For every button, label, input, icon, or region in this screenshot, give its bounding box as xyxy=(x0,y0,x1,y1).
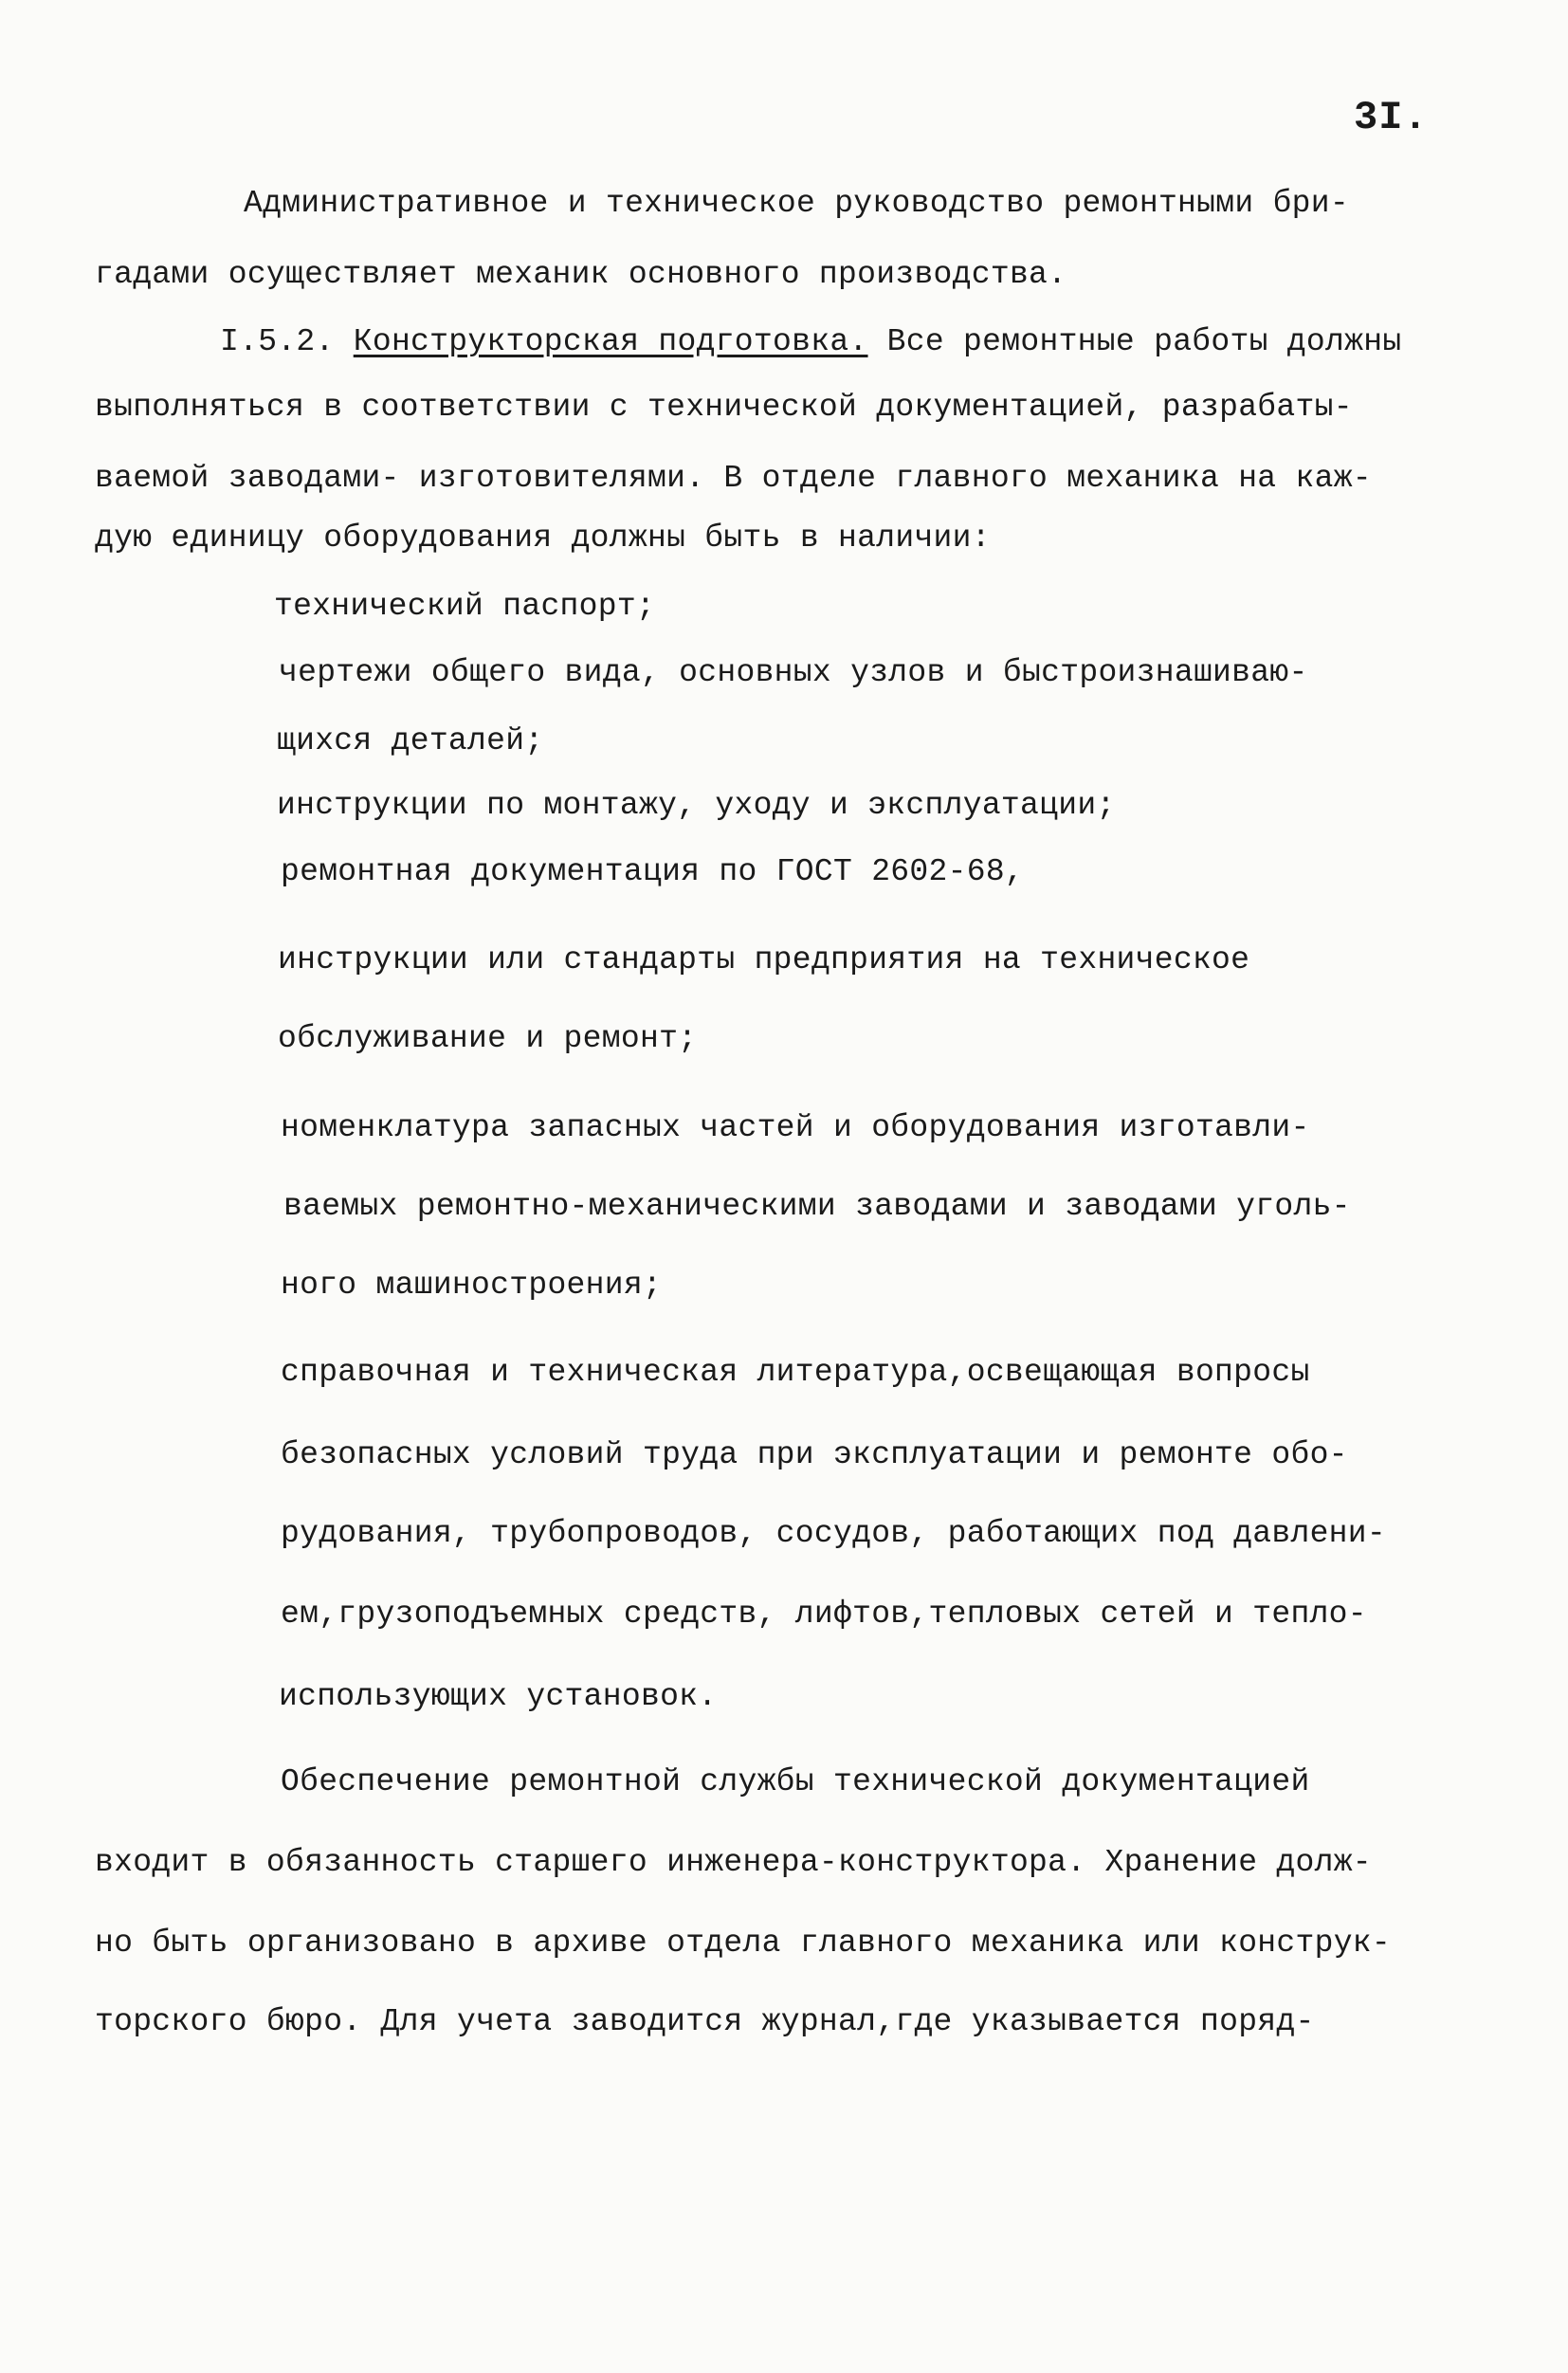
list-item-5-cont: обслуживание и ремонт; xyxy=(278,1021,698,1056)
paragraph-2-line-3: но быть организовано в архиве отдела главного механика или конструк- xyxy=(95,1926,1392,1961)
section-heading: Конструкторская подготовка. xyxy=(353,324,868,359)
page-number: 3I. xyxy=(1354,95,1429,140)
list-item-7-cont-1: безопасных условий труда при эксплуатации и ремонте обо- xyxy=(281,1437,1348,1472)
paragraph-1-line-2: гадами осуществляет механик основного производства. xyxy=(95,257,1067,292)
list-item-6: номенклатура запасных частей и оборудования изготавли- xyxy=(281,1110,1310,1145)
list-item-4: ремонтная документация по ГОСТ 2602-68, xyxy=(281,854,1025,889)
list-item-5: инструкции или стандарты предприятия на техническое xyxy=(278,942,1250,977)
list-item-1: технический паспорт; xyxy=(274,589,656,624)
list-item-2-cont: щихся деталей; xyxy=(277,723,544,758)
section-line-1: Все ремонтные работы должны xyxy=(886,324,1402,359)
list-item-7: справочная и техническая литература,освещающая вопросы xyxy=(281,1355,1310,1390)
list-item-7-cont-2: рудования, трубопроводов, сосудов, работающих под давлени- xyxy=(281,1516,1386,1551)
list-item-7-cont-4: использующих установок. xyxy=(279,1679,718,1714)
list-item-6-cont-1: ваемых ремонтно-механическими заводами и заводами уголь- xyxy=(283,1189,1351,1224)
paragraph-2-line-1: Обеспечение ремонтной службы технической документацией xyxy=(281,1764,1310,1799)
paragraph-1-line-1: Административное и техническое руководство ремонтными бри- xyxy=(244,186,1349,221)
list-item-2: чертежи общего вида, основных узлов и быстроизнашиваю- xyxy=(279,655,1308,690)
section-number: I.5.2. xyxy=(220,324,335,359)
list-item-3: инструкции по монтажу, уходу и эксплуатации; xyxy=(277,788,1116,823)
section-line-3: ваемой заводами- изготовителями. В отделе главного механика на каж- xyxy=(95,461,1372,496)
section-line-2: выполняться в соответствии с технической документацией, разрабаты- xyxy=(95,390,1353,425)
section-heading-line xyxy=(220,323,1401,361)
section-line-4: дую единицу оборудования должны быть в наличии: xyxy=(95,520,991,556)
list-item-7-cont-3: ем,грузоподъемных средств, лифтов,тепловых сетей и тепло- xyxy=(281,1597,1367,1632)
list-item-6-cont-2: ного машиностроения; xyxy=(281,1268,663,1303)
paragraph-2-line-2: входит в обязанность старшего инженера-конструктора. Хранение долж- xyxy=(95,1845,1372,1880)
paragraph-2-line-4: торского бюро. Для учета заводится журнал,где указывается поряд- xyxy=(95,2004,1315,2039)
